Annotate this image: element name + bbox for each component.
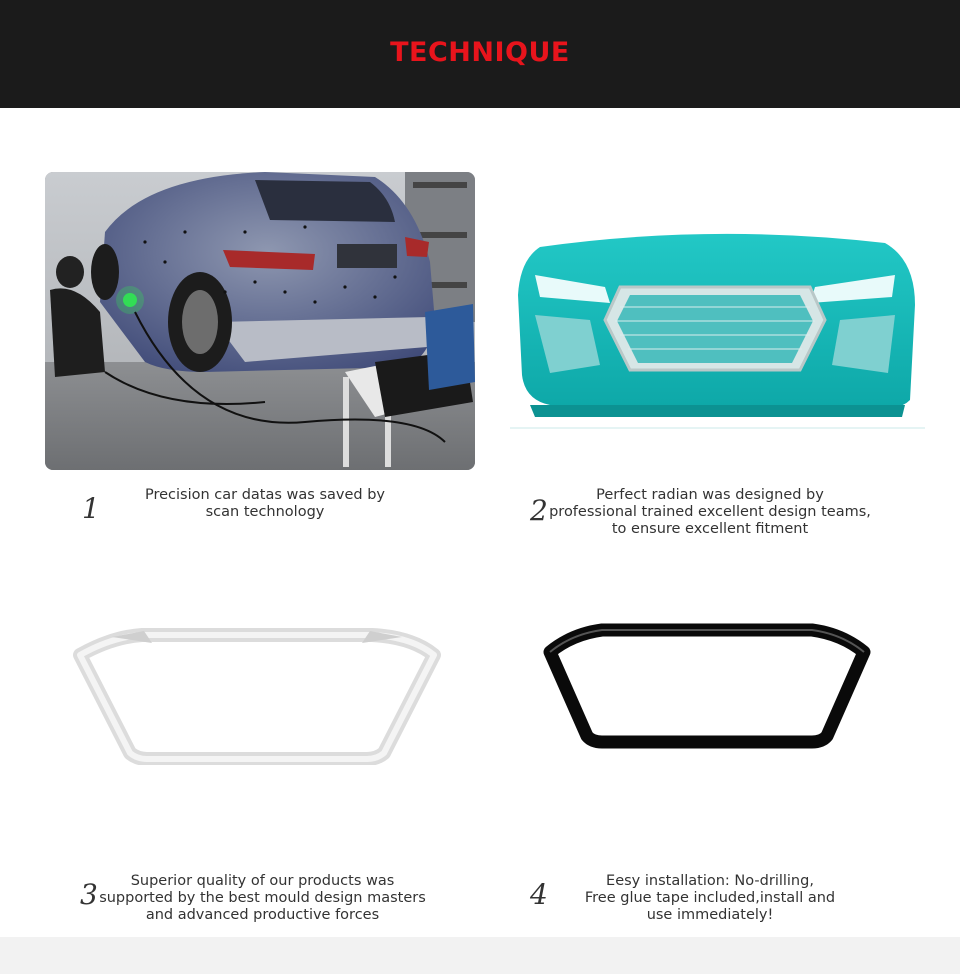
step-number-1: 1 (82, 492, 100, 525)
page-title: TECHNIQUE (390, 36, 570, 68)
caption-line: supported by the best mould design masters (99, 890, 426, 906)
step-caption-4 (560, 873, 860, 924)
caption-line: to ensure excellent fitment (611, 521, 809, 537)
bumper-3d-model-render (510, 225, 925, 435)
caption-line: scan technology (205, 504, 325, 520)
step-caption-1 (120, 487, 410, 521)
caption-line: Superior quality of our products was (130, 873, 395, 889)
black-grille-frame (542, 620, 872, 750)
step-caption-2 (540, 487, 880, 538)
page-footer (0, 937, 960, 974)
caption-line: Precision car datas was saved by (144, 487, 385, 503)
silver-grille-frame (72, 625, 442, 765)
page-header (0, 0, 960, 108)
step-caption-3 (90, 873, 435, 924)
caption-line: Eesy installation: No-drilling, (606, 873, 814, 889)
caption-line: and advanced productive forces (145, 907, 380, 923)
caption-line: professional trained excellent design teams, (549, 504, 871, 520)
step-number-2: 2 (530, 494, 548, 527)
caption-line: Free glue tape included,install and (584, 890, 836, 906)
step-number-3: 3 (80, 878, 98, 911)
car-3d-scanning-photo (45, 172, 475, 470)
caption-line: Perfect radian was designed by (596, 487, 824, 503)
step-number-4: 4 (530, 878, 548, 911)
caption-line: use immediately! (646, 907, 774, 923)
